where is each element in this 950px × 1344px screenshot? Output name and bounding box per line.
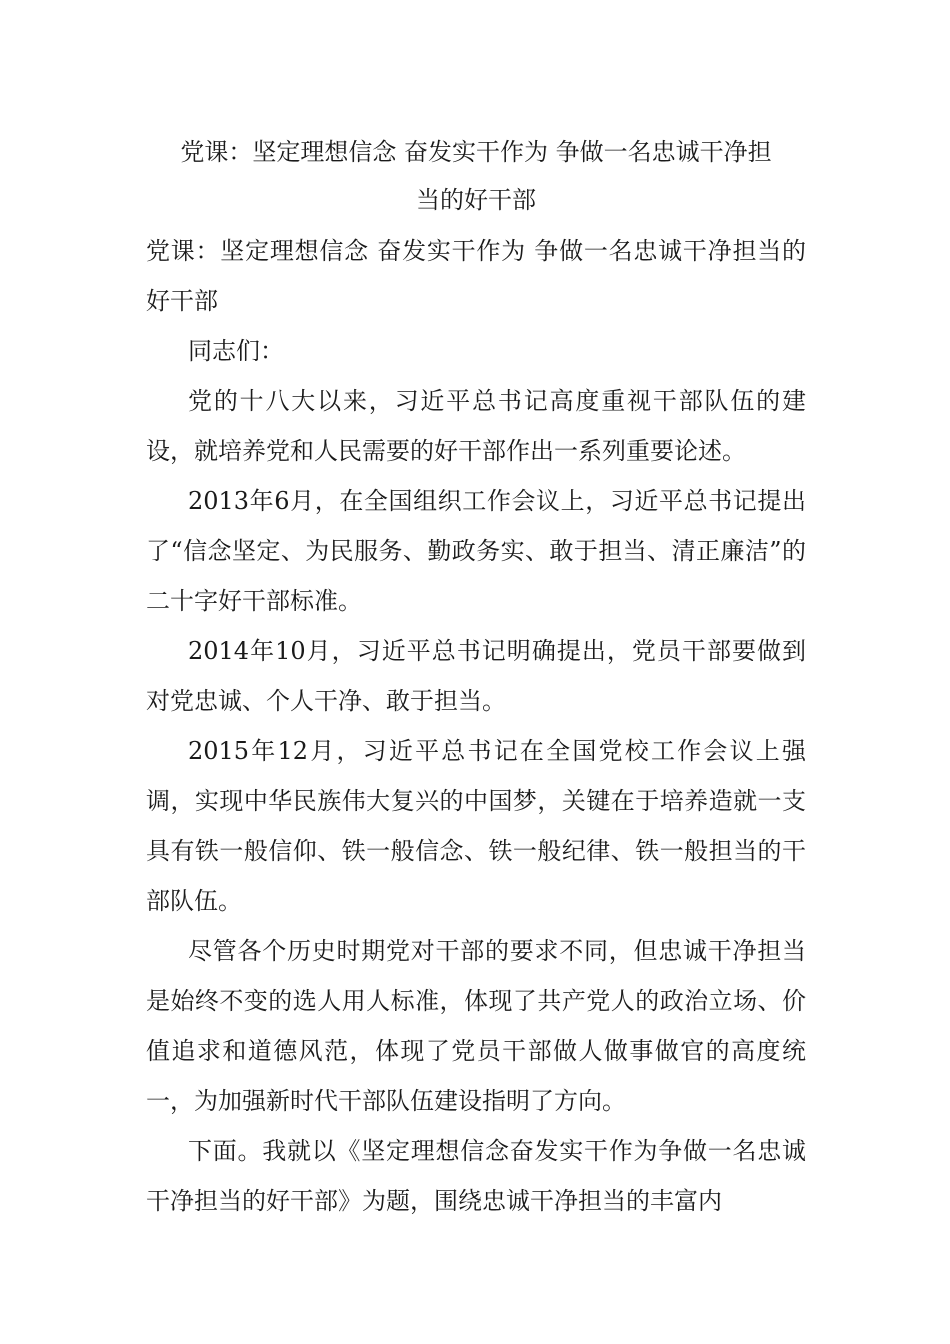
paragraph: 2013年6月，在全国组织工作会议上，习近平总书记提出了“信念坚定、为民服务、勤政务实、敢于担当、清正廉洁”的二十字好干部标准。 xyxy=(146,487,806,615)
paragraph: 党的十八大以来，习近平总书记高度重视干部队伍的建设，就培养党和人民需要的好干部作出一系列重要论述。 xyxy=(146,387,806,465)
paragraph: 2015年12月，习近平总书记在全国党校工作会议上强调，实现中华民族伟大复兴的中国梦，关键在于培养造就一支具有铁一般信仰、铁一般信念、铁一般纪律、铁一般担当的干部队伍。 xyxy=(146,737,806,915)
paragraph: 下面。我就以《坚定理想信念奋发实干作为争做一名忠诚干净担当的好干部》为题，围绕忠诚干净担当的丰富内 xyxy=(146,1137,806,1215)
document-title-line-1: 党课：坚定理想信念 奋发实干作为 争做一名忠诚干净担 xyxy=(180,138,772,166)
salutation: 同志们： xyxy=(188,337,284,365)
document-subtitle: 党课：坚定理想信念 奋发实干作为 争做一名忠诚干净担当的好干部 xyxy=(146,237,806,315)
document-page xyxy=(146,128,806,1226)
paragraph: 尽管各个历史时期党对干部的要求不同，但忠诚干净担当是始终不变的选人用人标准，体现了共产党人的政治立场、价值追求和道德风范，体现了党员干部做人做事做官的高度统一，为加强新时代干部队伍建设指明了方向。 xyxy=(146,937,806,1115)
document-title-line-2: 当的好干部 xyxy=(416,186,536,214)
document-title xyxy=(146,128,806,224)
paragraph: 2014年10月，习近平总书记明确提出，党员干部要做到对党忠诚、个人干净、敢于担当。 xyxy=(146,637,806,715)
